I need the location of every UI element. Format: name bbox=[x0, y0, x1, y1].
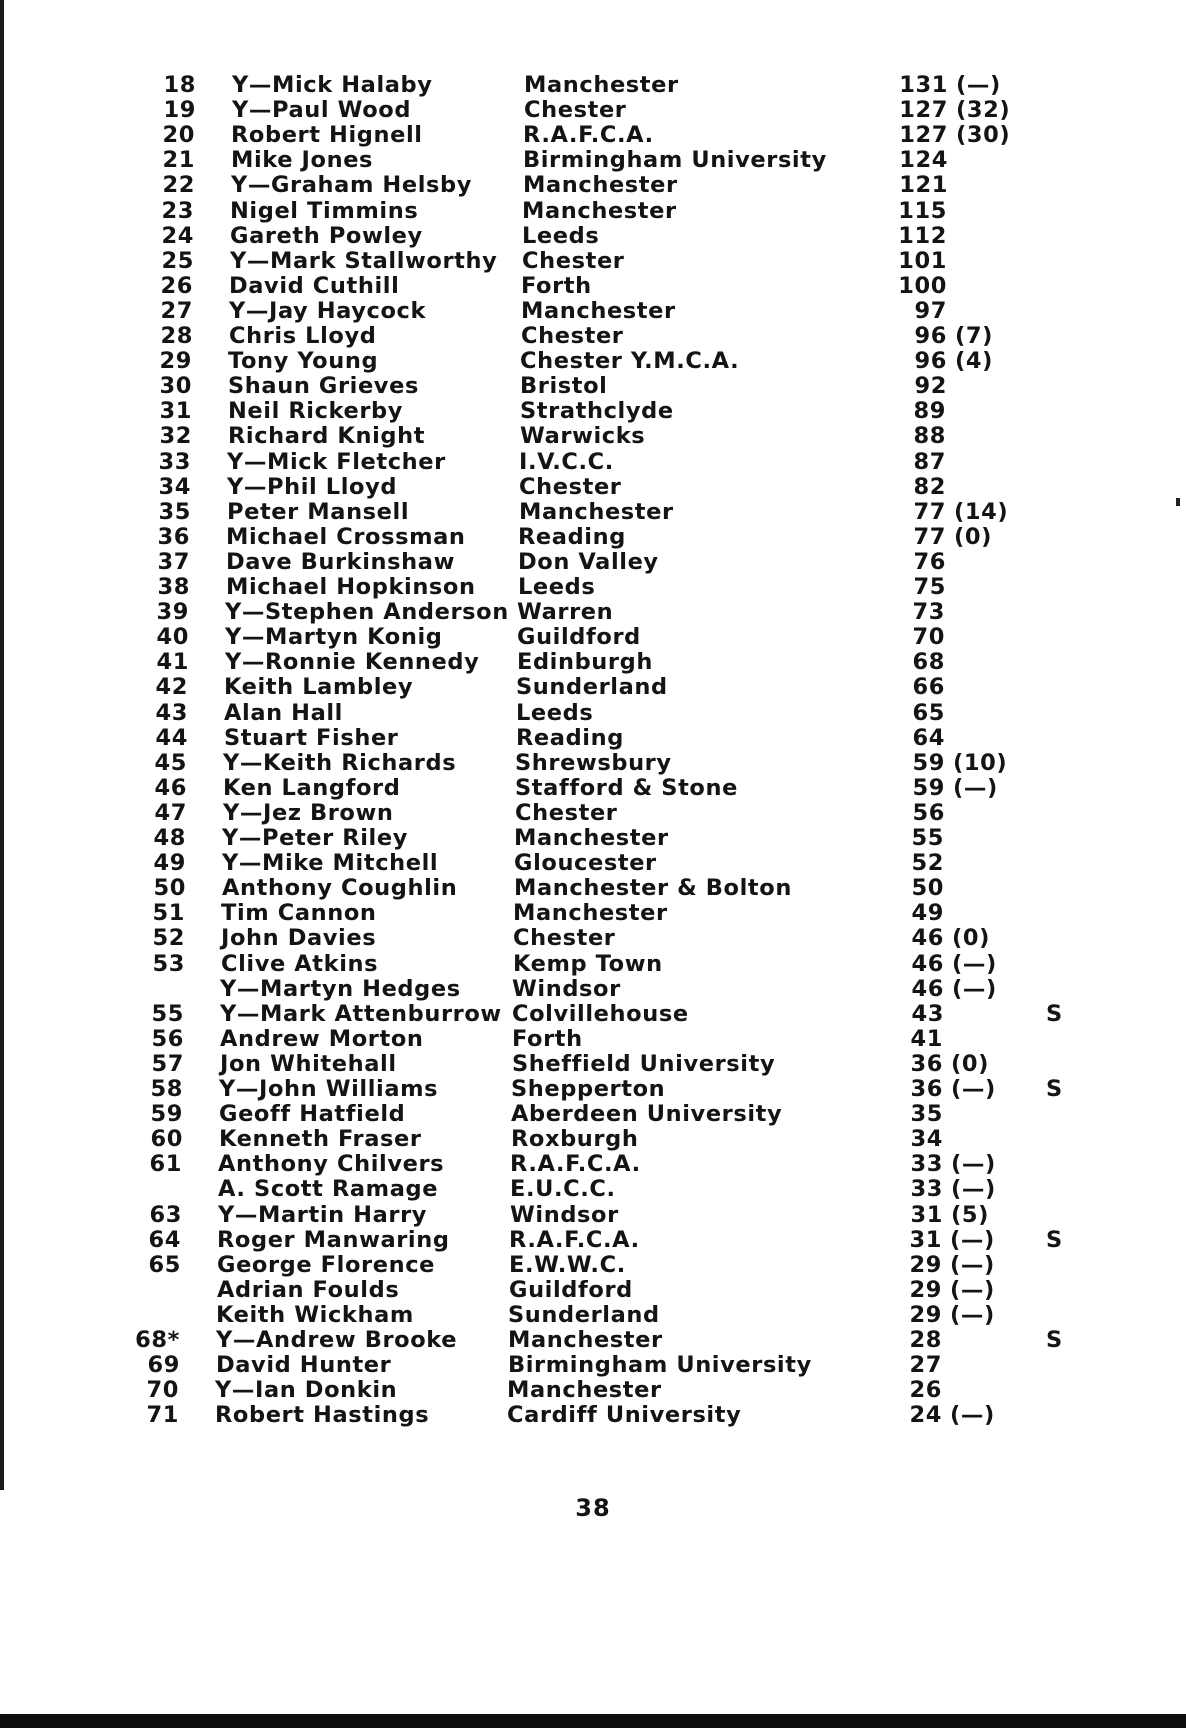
result-name: Y—Martyn Hedges bbox=[220, 976, 461, 1002]
result-score: 26 bbox=[909, 1377, 942, 1403]
result-score: 68 bbox=[912, 649, 945, 675]
result-club: Gloucester bbox=[514, 850, 657, 876]
result-club: Manchester bbox=[522, 198, 677, 224]
result-score: 100 bbox=[898, 273, 947, 299]
result-row bbox=[0, 674, 1186, 700]
result-score: 73 bbox=[912, 599, 945, 625]
result-rank: 18 bbox=[163, 72, 196, 98]
result-rank: 37 bbox=[157, 549, 190, 575]
result-row bbox=[0, 423, 1186, 449]
result-rank: 28 bbox=[160, 323, 193, 349]
result-rank: 35 bbox=[158, 499, 191, 525]
result-row bbox=[0, 1252, 1186, 1278]
result-score: 36 bbox=[910, 1051, 943, 1077]
scan-edge-bottom bbox=[0, 1714, 1186, 1728]
result-extra: (—) bbox=[950, 1402, 995, 1428]
result-score: 87 bbox=[913, 449, 946, 475]
result-rank: 19 bbox=[163, 97, 196, 123]
result-rank: 38 bbox=[157, 574, 190, 600]
result-rank: 71 bbox=[146, 1402, 179, 1428]
result-row bbox=[0, 800, 1186, 826]
result-club: Manchester bbox=[513, 900, 668, 926]
result-extra: (—) bbox=[953, 775, 998, 801]
result-score: 65 bbox=[912, 700, 945, 726]
result-extra: (—) bbox=[950, 1252, 995, 1278]
result-name: Gareth Powley bbox=[230, 223, 423, 249]
result-name: Michael Crossman bbox=[226, 524, 466, 550]
result-club: R.A.F.C.A. bbox=[509, 1227, 640, 1253]
result-score: 50 bbox=[911, 875, 944, 901]
result-row bbox=[0, 398, 1186, 424]
result-row bbox=[0, 1227, 1186, 1253]
result-club: Cardiff University bbox=[507, 1402, 742, 1428]
result-rank: 26 bbox=[160, 273, 193, 299]
result-name: Nigel Timmins bbox=[230, 198, 419, 224]
result-row bbox=[0, 147, 1186, 173]
result-rank: 23 bbox=[161, 198, 194, 224]
result-score: 56 bbox=[912, 800, 945, 826]
result-name: Geoff Hatfield bbox=[219, 1101, 406, 1127]
result-club: R.A.F.C.A. bbox=[510, 1151, 641, 1177]
result-score: 82 bbox=[913, 474, 946, 500]
result-extra: (4) bbox=[955, 348, 994, 374]
result-extra: (0) bbox=[951, 1051, 990, 1077]
result-extra: (—) bbox=[951, 1176, 996, 1202]
result-score: 33 bbox=[910, 1151, 943, 1177]
result-club: Forth bbox=[521, 273, 592, 299]
result-flag: S bbox=[1046, 1327, 1063, 1353]
result-name: Keith Wickham bbox=[216, 1302, 414, 1328]
result-score: 131 bbox=[899, 72, 948, 98]
result-row bbox=[0, 649, 1186, 675]
result-rank: 22 bbox=[162, 172, 195, 198]
result-club: Colvillehouse bbox=[512, 1001, 689, 1027]
result-club: I.V.C.C. bbox=[519, 449, 614, 475]
result-score: 127 bbox=[899, 122, 948, 148]
result-club: Chester bbox=[519, 474, 622, 500]
result-row bbox=[0, 1277, 1186, 1303]
result-row bbox=[0, 373, 1186, 399]
result-name: George Florence bbox=[217, 1252, 435, 1278]
result-name: Y—Graham Helsby bbox=[231, 172, 472, 198]
result-club: R.A.F.C.A. bbox=[523, 122, 654, 148]
result-row bbox=[0, 298, 1186, 324]
result-club: Chester bbox=[513, 925, 616, 951]
result-score: 59 bbox=[912, 775, 945, 801]
result-score: 29 bbox=[909, 1277, 942, 1303]
result-rank: 20 bbox=[162, 122, 195, 148]
result-club: Manchester bbox=[508, 1327, 663, 1353]
result-row bbox=[0, 850, 1186, 876]
result-row bbox=[0, 900, 1186, 926]
result-name: Y—Martyn Konig bbox=[225, 624, 443, 650]
result-club: Warwicks bbox=[520, 423, 646, 449]
result-club: Guildford bbox=[517, 624, 641, 650]
result-score: 96 bbox=[914, 323, 947, 349]
result-name: Y—Mark Attenburrow bbox=[220, 1001, 502, 1027]
result-club: Stafford & Stone bbox=[515, 775, 738, 801]
result-rank: 21 bbox=[162, 147, 195, 173]
result-club: Manchester bbox=[519, 499, 674, 525]
result-row bbox=[0, 348, 1186, 374]
result-row bbox=[0, 449, 1186, 475]
result-rank: 56 bbox=[151, 1026, 184, 1052]
result-extra: (—) bbox=[950, 1227, 995, 1253]
result-name: Y—John Williams bbox=[219, 1076, 439, 1102]
result-row bbox=[0, 1026, 1186, 1052]
result-rank: 53 bbox=[152, 951, 185, 977]
result-rank: 42 bbox=[155, 674, 188, 700]
result-name: Roger Manwaring bbox=[217, 1227, 450, 1253]
result-score: 75 bbox=[913, 574, 946, 600]
result-club: Shepperton bbox=[511, 1076, 666, 1102]
result-row bbox=[0, 72, 1186, 98]
result-rank: 34 bbox=[158, 474, 191, 500]
result-extra: (32) bbox=[956, 97, 1011, 123]
result-club: Manchester bbox=[521, 298, 676, 324]
result-name: Y—Mark Stallworthy bbox=[230, 248, 498, 274]
result-name: A. Scott Ramage bbox=[218, 1176, 439, 1202]
result-club: Windsor bbox=[512, 976, 621, 1002]
result-score: 88 bbox=[913, 423, 946, 449]
result-club: Warren bbox=[517, 599, 614, 625]
result-rank: 47 bbox=[154, 800, 187, 826]
result-extra: (—) bbox=[951, 1076, 996, 1102]
result-club: Chester Y.M.C.A. bbox=[520, 348, 740, 374]
result-rank: 69 bbox=[147, 1352, 180, 1378]
result-name: Shaun Grieves bbox=[228, 373, 419, 399]
result-name: Adrian Foulds bbox=[217, 1277, 400, 1303]
result-name: Tim Cannon bbox=[221, 900, 377, 926]
result-score: 77 bbox=[913, 524, 946, 550]
result-score: 31 bbox=[910, 1202, 943, 1228]
result-rank: 31 bbox=[159, 398, 192, 424]
result-name: Y—Ian Donkin bbox=[215, 1377, 398, 1403]
result-club: Manchester & Bolton bbox=[514, 875, 792, 901]
result-rank: 43 bbox=[155, 700, 188, 726]
result-rank: 27 bbox=[160, 298, 193, 324]
result-row bbox=[0, 775, 1186, 801]
result-rank: 32 bbox=[159, 423, 192, 449]
result-rank: 36 bbox=[157, 524, 190, 550]
result-club: Birmingham University bbox=[523, 147, 827, 173]
result-row bbox=[0, 599, 1186, 625]
result-score: 115 bbox=[898, 198, 947, 224]
result-name: Michael Hopkinson bbox=[226, 574, 476, 600]
result-rank: 57 bbox=[151, 1051, 184, 1077]
result-club: Bristol bbox=[520, 373, 608, 399]
result-rank: 51 bbox=[152, 900, 185, 926]
result-row bbox=[0, 875, 1186, 901]
result-rank: 44 bbox=[155, 725, 188, 751]
result-club: Shrewsbury bbox=[515, 750, 672, 776]
result-rank: 33 bbox=[158, 449, 191, 475]
result-rank: 24 bbox=[161, 223, 194, 249]
result-row bbox=[0, 499, 1186, 525]
result-name: Clive Atkins bbox=[221, 951, 379, 977]
result-row bbox=[0, 574, 1186, 600]
result-extra: (—) bbox=[952, 951, 997, 977]
result-row bbox=[0, 323, 1186, 349]
result-score: 97 bbox=[914, 298, 947, 324]
result-extra: (7) bbox=[955, 323, 994, 349]
result-extra: (30) bbox=[956, 122, 1011, 148]
result-rank: 29 bbox=[159, 348, 192, 374]
result-row bbox=[0, 1176, 1186, 1202]
result-club: Chester bbox=[515, 800, 618, 826]
result-name: Andrew Morton bbox=[220, 1026, 424, 1052]
result-club: Chester bbox=[524, 97, 627, 123]
result-club: Chester bbox=[521, 323, 624, 349]
result-rank: 25 bbox=[161, 248, 194, 274]
result-row bbox=[0, 524, 1186, 550]
result-extra: (—) bbox=[951, 1151, 996, 1177]
result-rank: 48 bbox=[153, 825, 186, 851]
result-name: Y—Keith Richards bbox=[223, 750, 457, 776]
result-score: 59 bbox=[912, 750, 945, 776]
result-row bbox=[0, 1101, 1186, 1127]
result-club: Leeds bbox=[516, 700, 594, 726]
result-name: Tony Young bbox=[228, 348, 379, 374]
result-row bbox=[0, 725, 1186, 751]
result-rank: 50 bbox=[153, 875, 186, 901]
result-row bbox=[0, 825, 1186, 851]
result-name: Chris Lloyd bbox=[229, 323, 377, 349]
result-rank: 30 bbox=[159, 373, 192, 399]
page-number: 38 bbox=[575, 1494, 611, 1522]
result-row bbox=[0, 1051, 1186, 1077]
result-extra: (—) bbox=[956, 72, 1001, 98]
result-name: Y—Mick Halaby bbox=[232, 72, 433, 98]
result-rank: 49 bbox=[153, 850, 186, 876]
result-name: Anthony Coughlin bbox=[222, 875, 458, 901]
result-score: 112 bbox=[898, 223, 947, 249]
result-row bbox=[0, 1352, 1186, 1378]
result-score: 29 bbox=[909, 1252, 942, 1278]
result-row bbox=[0, 624, 1186, 650]
result-name: Y—Jay Haycock bbox=[229, 298, 427, 324]
result-rank: 68* bbox=[135, 1327, 180, 1353]
result-name: Mike Jones bbox=[231, 147, 374, 173]
result-club: Reading bbox=[518, 524, 626, 550]
result-score: 52 bbox=[911, 850, 944, 876]
result-score: 36 bbox=[910, 1076, 943, 1102]
result-row bbox=[0, 1126, 1186, 1152]
result-row bbox=[0, 198, 1186, 224]
result-row bbox=[0, 97, 1186, 123]
result-score: 31 bbox=[909, 1227, 942, 1253]
result-rank: 41 bbox=[156, 649, 189, 675]
result-score: 41 bbox=[910, 1026, 943, 1052]
result-rank: 64 bbox=[148, 1227, 181, 1253]
result-row bbox=[0, 474, 1186, 500]
result-name: Dave Burkinshaw bbox=[226, 549, 455, 575]
result-name: Alan Hall bbox=[224, 700, 343, 726]
result-flag: S bbox=[1046, 1227, 1063, 1253]
result-name: Y—Stephen Anderson bbox=[225, 599, 509, 625]
result-extra: (5) bbox=[951, 1202, 990, 1228]
result-rank: 39 bbox=[156, 599, 189, 625]
result-score: 34 bbox=[910, 1126, 943, 1152]
result-rank: 59 bbox=[150, 1101, 183, 1127]
result-name: Robert Hastings bbox=[215, 1402, 430, 1428]
result-row bbox=[0, 248, 1186, 274]
result-extra: (10) bbox=[953, 750, 1008, 776]
result-rank: 52 bbox=[152, 925, 185, 951]
result-row bbox=[0, 750, 1186, 776]
result-score: 46 bbox=[911, 976, 944, 1002]
result-row bbox=[0, 1202, 1186, 1228]
result-rank: 70 bbox=[146, 1377, 179, 1403]
result-row bbox=[0, 273, 1186, 299]
result-score: 46 bbox=[911, 951, 944, 977]
result-name: John Davies bbox=[221, 925, 377, 951]
result-club: Guildford bbox=[509, 1277, 633, 1303]
result-club: Strathclyde bbox=[520, 398, 674, 424]
result-rank: 58 bbox=[150, 1076, 183, 1102]
result-score: 28 bbox=[909, 1327, 942, 1353]
result-club: Forth bbox=[512, 1026, 583, 1052]
result-score: 89 bbox=[913, 398, 946, 424]
result-score: 66 bbox=[912, 674, 945, 700]
result-score: 77 bbox=[913, 499, 946, 525]
result-score: 121 bbox=[899, 172, 948, 198]
result-score: 33 bbox=[910, 1176, 943, 1202]
result-club: Leeds bbox=[522, 223, 600, 249]
result-name: Stuart Fisher bbox=[224, 725, 399, 751]
result-rank: 55 bbox=[151, 1001, 184, 1027]
result-name: Y—Andrew Brooke bbox=[216, 1327, 458, 1353]
result-name: Ken Langford bbox=[223, 775, 401, 801]
result-row bbox=[0, 925, 1186, 951]
result-rank: 40 bbox=[156, 624, 189, 650]
result-club: Sunderland bbox=[516, 674, 668, 700]
result-name: Kenneth Fraser bbox=[219, 1126, 422, 1152]
result-row bbox=[0, 1327, 1186, 1353]
result-name: Jon Whitehall bbox=[220, 1051, 397, 1077]
result-name: Y—Peter Riley bbox=[222, 825, 408, 851]
result-row bbox=[0, 1001, 1186, 1027]
result-name: Y—Mike Mitchell bbox=[222, 850, 439, 876]
result-score: 43 bbox=[911, 1001, 944, 1027]
result-row bbox=[0, 122, 1186, 148]
result-rank: 65 bbox=[148, 1252, 181, 1278]
result-name: Y—Phil Lloyd bbox=[227, 474, 398, 500]
result-club: Chester bbox=[522, 248, 625, 274]
result-score: 49 bbox=[911, 900, 944, 926]
result-row bbox=[0, 1151, 1186, 1177]
result-club: Manchester bbox=[507, 1377, 662, 1403]
result-flag: S bbox=[1046, 1001, 1063, 1027]
result-extra: (—) bbox=[952, 976, 997, 1002]
result-row bbox=[0, 951, 1186, 977]
result-row bbox=[0, 172, 1186, 198]
result-score: 124 bbox=[899, 147, 948, 173]
result-name: Y—Ronnie Kennedy bbox=[225, 649, 480, 675]
result-row bbox=[0, 223, 1186, 249]
result-score: 96 bbox=[914, 348, 947, 374]
result-rank: 61 bbox=[149, 1151, 182, 1177]
result-name: Peter Mansell bbox=[227, 499, 410, 525]
result-club: Kemp Town bbox=[513, 951, 663, 977]
result-score: 24 bbox=[909, 1402, 942, 1428]
result-score: 29 bbox=[909, 1302, 942, 1328]
result-score: 70 bbox=[912, 624, 945, 650]
result-rank: 60 bbox=[150, 1126, 183, 1152]
result-name: Y—Mick Fletcher bbox=[227, 449, 446, 475]
result-club: Leeds bbox=[518, 574, 596, 600]
result-score: 76 bbox=[913, 549, 946, 575]
result-score: 101 bbox=[898, 248, 947, 274]
result-name: David Cuthill bbox=[229, 273, 400, 299]
result-row bbox=[0, 976, 1186, 1002]
result-club: Sheffield University bbox=[512, 1051, 776, 1077]
result-score: 64 bbox=[912, 725, 945, 751]
result-row bbox=[0, 1302, 1186, 1328]
result-extra: (—) bbox=[950, 1277, 995, 1303]
result-row bbox=[0, 1076, 1186, 1102]
result-flag: S bbox=[1046, 1076, 1063, 1102]
result-rank: 63 bbox=[149, 1202, 182, 1228]
result-club: Manchester bbox=[514, 825, 669, 851]
result-rank: 46 bbox=[154, 775, 187, 801]
result-club: Don Valley bbox=[518, 549, 659, 575]
result-score: 55 bbox=[911, 825, 944, 851]
result-name: Neil Rickerby bbox=[228, 398, 404, 424]
result-club: Manchester bbox=[524, 72, 679, 98]
result-score: 27 bbox=[909, 1352, 942, 1378]
result-row bbox=[0, 700, 1186, 726]
result-club: Windsor bbox=[510, 1202, 619, 1228]
result-name: Robert Hignell bbox=[231, 122, 423, 148]
result-club: Aberdeen University bbox=[511, 1101, 783, 1127]
result-club: Birmingham University bbox=[508, 1352, 812, 1378]
result-club: Manchester bbox=[523, 172, 678, 198]
result-name: David Hunter bbox=[216, 1352, 392, 1378]
result-name: Anthony Chilvers bbox=[218, 1151, 445, 1177]
result-score: 92 bbox=[914, 373, 947, 399]
result-name: Y—Martin Harry bbox=[218, 1202, 428, 1228]
result-name: Y—Paul Wood bbox=[232, 97, 412, 123]
result-club: Roxburgh bbox=[511, 1126, 639, 1152]
result-score: 35 bbox=[910, 1101, 943, 1127]
result-score: 127 bbox=[899, 97, 948, 123]
result-name: Keith Lambley bbox=[224, 674, 414, 700]
result-name: Y—Jez Brown bbox=[223, 800, 394, 826]
result-row bbox=[0, 1402, 1186, 1428]
result-rank: 45 bbox=[154, 750, 187, 776]
result-extra: (0) bbox=[952, 925, 991, 951]
result-row bbox=[0, 549, 1186, 575]
result-extra: (14) bbox=[954, 499, 1009, 525]
result-club: E.U.C.C. bbox=[510, 1176, 616, 1202]
result-name: Richard Knight bbox=[228, 423, 426, 449]
result-extra: (—) bbox=[950, 1302, 995, 1328]
result-row bbox=[0, 1377, 1186, 1403]
result-extra: (0) bbox=[954, 524, 993, 550]
result-club: Reading bbox=[516, 725, 624, 751]
result-score: 46 bbox=[911, 925, 944, 951]
result-club: E.W.W.C. bbox=[509, 1252, 626, 1278]
result-club: Edinburgh bbox=[517, 649, 653, 675]
result-club: Sunderland bbox=[508, 1302, 660, 1328]
